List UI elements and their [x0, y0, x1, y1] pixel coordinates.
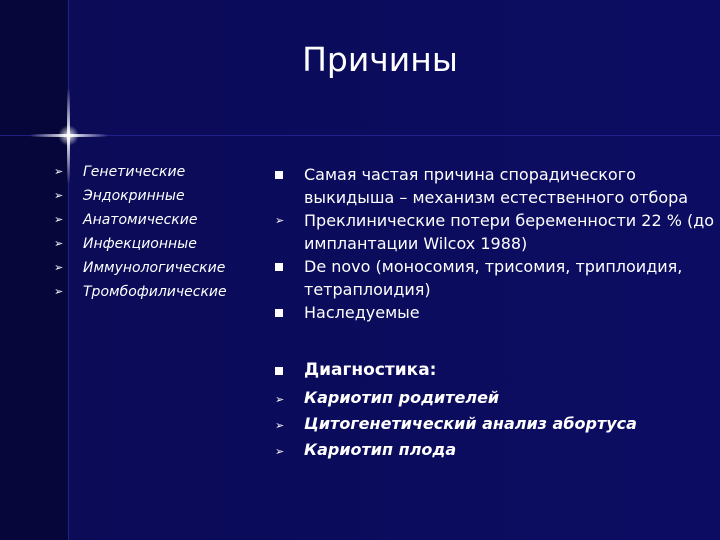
- chevron-bullet-icon: ➢: [54, 261, 64, 274]
- list-item: [275, 301, 715, 324]
- list-item-label: Тромбофилические: [83, 284, 227, 300]
- chevron-bullet-icon: ➢: [54, 165, 64, 178]
- diagnostics-list: [275, 357, 715, 463]
- chevron-bullet-icon: ➢: [54, 189, 64, 202]
- list-item: [275, 411, 715, 437]
- vertical-divider: [68, 0, 69, 540]
- list-item-label: Иммунологические: [83, 260, 226, 276]
- list-item-text: Наследуемые: [304, 303, 420, 322]
- list-item-label: Эндокринные: [83, 188, 185, 204]
- list-item-label: Инфекционные: [83, 236, 197, 252]
- list-item: [275, 255, 715, 301]
- list-item-text: Кариотип плода: [304, 440, 457, 459]
- diagnostics-heading: [275, 357, 715, 383]
- square-bullet-icon: [275, 367, 283, 375]
- list-item-text: De novo (моносомия, трисомия, триплоидия, тетраплоидия): [304, 257, 683, 299]
- list-item-text: Цитогенетический анализ абортуса: [304, 414, 637, 433]
- sparkle-glow: [58, 125, 79, 146]
- list-item-text: Кариотип родителей: [304, 388, 500, 407]
- list-item: [275, 437, 715, 463]
- chevron-bullet-icon: ➢: [54, 285, 64, 298]
- list-item-text: Самая частая причина спорадического выкидыша – механизм естественного отбора: [304, 165, 689, 207]
- list-item-label: Генетические: [83, 164, 186, 180]
- horizontal-divider: [0, 135, 720, 136]
- list-item-text: Преклинические потери беременности 22 % (до имплантации Wilcox 1988): [304, 211, 715, 253]
- chevron-bullet-icon: ➢: [275, 393, 285, 406]
- list-item-label: Анатомические: [83, 212, 198, 228]
- chevron-bullet-icon: ➢: [275, 214, 285, 227]
- chevron-bullet-icon: ➢: [54, 213, 64, 226]
- square-bullet-icon: [275, 309, 283, 317]
- list-item: [275, 163, 715, 209]
- chevron-bullet-icon: ➢: [275, 445, 285, 458]
- square-bullet-icon: [275, 171, 283, 179]
- chevron-bullet-icon: ➢: [275, 419, 285, 432]
- diagnostics-heading-text: Диагностика:: [304, 360, 437, 380]
- chevron-bullet-icon: ➢: [54, 237, 64, 250]
- list-item: [275, 385, 715, 411]
- genetic-details-list: [275, 163, 715, 324]
- slide-title: Причины: [302, 40, 458, 79]
- square-bullet-icon: [275, 263, 283, 271]
- list-item: [275, 209, 715, 255]
